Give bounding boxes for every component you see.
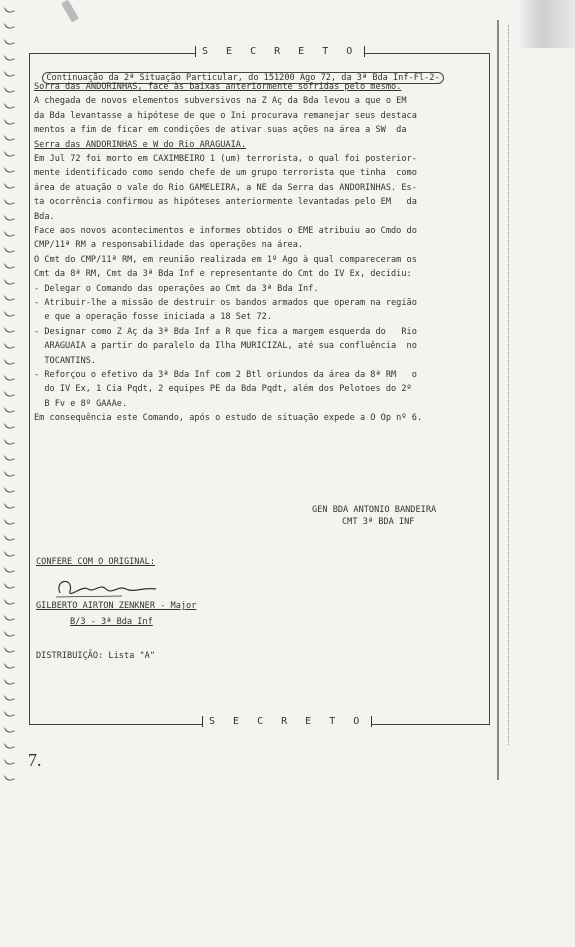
body-line: da Bda levantasse a hipótese de que o Ini procurava remanejar seus destaca [34, 110, 417, 121]
body-line: Cmt da 8ª RM, Cmt da 3ª Bda Inf e representante do Cmt do IV Ex, decidiu: [34, 269, 412, 280]
officer-name: GILBERTO AIRTON ZENKNER - Major [36, 601, 197, 611]
binder-hole [4, 677, 15, 687]
body-line: Serra das ANDORINHAS e W do Rio ARAGUAIA. [34, 139, 247, 150]
binder-hole [4, 293, 15, 303]
page-mark: 7. [28, 750, 42, 770]
binder-hole [4, 101, 15, 111]
binder-hole [4, 85, 15, 95]
binder-hole [4, 757, 15, 767]
body-line: e que a operação fosse iniciada a 18 Set 72. [34, 312, 272, 323]
binder-hole [4, 357, 15, 367]
scan-edge [520, 0, 575, 48]
binder-hole [4, 469, 15, 479]
body-line: - Reforçou o efetivo da 3ª Bda Inf com 2 Btl oriundos da área da 8ª RM o [34, 370, 417, 380]
confirmation-label: CONFERE COM O ORIGINAL: [36, 557, 155, 567]
margin-rule [497, 20, 499, 780]
body-line: do IV Ex, 1 Cia Pqdt, 2 equipes PE da Bda Pqdt, além dos Pelotoes do 2º [34, 384, 412, 395]
binder-hole [4, 549, 15, 559]
binder-hole [4, 645, 15, 655]
body-line: - Atribuir-lhe a missão de destruir os bandos armados que operam na região [34, 298, 417, 308]
body-line: TOCANTINS. [34, 355, 97, 366]
scan-artifact [61, 0, 79, 23]
binder-hole [4, 597, 15, 607]
binder-hole [4, 501, 15, 511]
body-line: O Cmt do CMP/11ª RM, em reunião realizada em 1º Ago à qual compareceram os [34, 254, 417, 265]
margin-rule-dotted [508, 25, 509, 745]
binder-hole [4, 53, 15, 63]
binder-hole [4, 37, 15, 47]
binder-hole [4, 277, 15, 287]
handwritten-signature [52, 575, 162, 601]
signature-name: GEN BDA ANTONIO BANDEIRA [312, 505, 437, 515]
continuation-text: Continuação da 2ª Situação Particular, do 151200 Ago 72, da 3ª Bda Inf-Fl-2- [42, 72, 443, 84]
body-line: - Designar como Z Aç da 3ª Bda Inf a R que fica a margem esquerda do Rio [34, 326, 417, 337]
binder-hole [4, 565, 15, 575]
binder-hole [4, 197, 15, 207]
classification-footer: S E C R E T O [202, 716, 372, 727]
body-line: CMP/11ª RM a responsabilidade das operações na área. [34, 240, 304, 251]
binder-hole [4, 245, 15, 255]
signature-title: CMT 3ª BDA INF [342, 517, 415, 527]
binder-hole [4, 485, 15, 495]
binder-hole [4, 389, 15, 399]
binder-hole [4, 421, 15, 431]
binder-hole [4, 437, 15, 447]
binder-hole [4, 21, 15, 31]
binder-hole [4, 341, 15, 351]
binder-hole [4, 69, 15, 79]
binder-hole [4, 629, 15, 639]
binder-hole [4, 229, 15, 239]
body-line: Sorra das ANDORINHAS, face às baixas anteriormente sofridas pelo mesmo. [34, 82, 402, 92]
body-line: ARAGUAIA a partir do paralelo da Ilha MURICIZAL, até sua confluência no [34, 341, 417, 352]
binder-hole [4, 181, 15, 191]
officer-unit: B/3 - 3ª Bda Inf [70, 617, 153, 627]
body-line: B Fv e 8º GAAAe. [34, 398, 128, 409]
body-line: Em Jul 72 foi morto em CAXIMBEIRO 1 (um) terrorista, o qual foi posterior- [34, 154, 417, 164]
continuation-line [32, 62, 444, 84]
body-line: mentos a fim de ficar em condições de ativar suas ações na área a SW da [34, 125, 407, 136]
binder-hole [4, 533, 15, 543]
binder-hole [4, 661, 15, 671]
binder-hole [4, 165, 15, 175]
body-line: Face aos novos acontecimentos e informes obtidos o EME atribuiu ao Cmdo do [34, 226, 417, 236]
binder-hole [4, 117, 15, 127]
body-line: Em consequência este Comando, após o estudo de situação expede a O Op nº 6. [34, 413, 423, 424]
body-line: ta ocorrência confirmou as hipóteses anteriormente levantadas pelo EM da [34, 197, 417, 208]
binder-hole [4, 405, 15, 415]
binder-hole [4, 309, 15, 319]
binder-holes [0, 0, 22, 800]
body-line: - Delegar o Comando das operações ao Cmt da 3ª Bda Inf. [34, 283, 319, 294]
binder-hole [4, 133, 15, 143]
binder-hole [4, 325, 15, 335]
binder-hole [4, 709, 15, 719]
body-line: A chegada de novos elementos subversivos na Z Aç da Bda levou a que o EM [34, 96, 407, 107]
classification-header: S E C R E T O [195, 46, 365, 57]
binder-hole [4, 5, 15, 15]
binder-hole [4, 517, 15, 527]
body-line: área de atuação o vale do Rio GAMELEIRA, a NE da Serra das ANDORINHAS. Es- [34, 182, 417, 193]
binder-hole [4, 149, 15, 159]
binder-hole [4, 613, 15, 623]
binder-hole [4, 453, 15, 463]
body-line: Bda. [34, 211, 55, 222]
binder-hole [4, 213, 15, 223]
binder-hole [4, 725, 15, 735]
binder-hole [4, 581, 15, 591]
binder-hole [4, 773, 15, 783]
binder-hole [4, 261, 15, 271]
body-line: mente identificado como sendo chefe de um grupo terrorista que tinha como [34, 168, 417, 179]
binder-hole [4, 373, 15, 383]
distribution-list: DISTRIBUIÇÃO: Lista "A" [36, 651, 155, 661]
binder-hole [4, 741, 15, 751]
binder-hole [4, 693, 15, 703]
